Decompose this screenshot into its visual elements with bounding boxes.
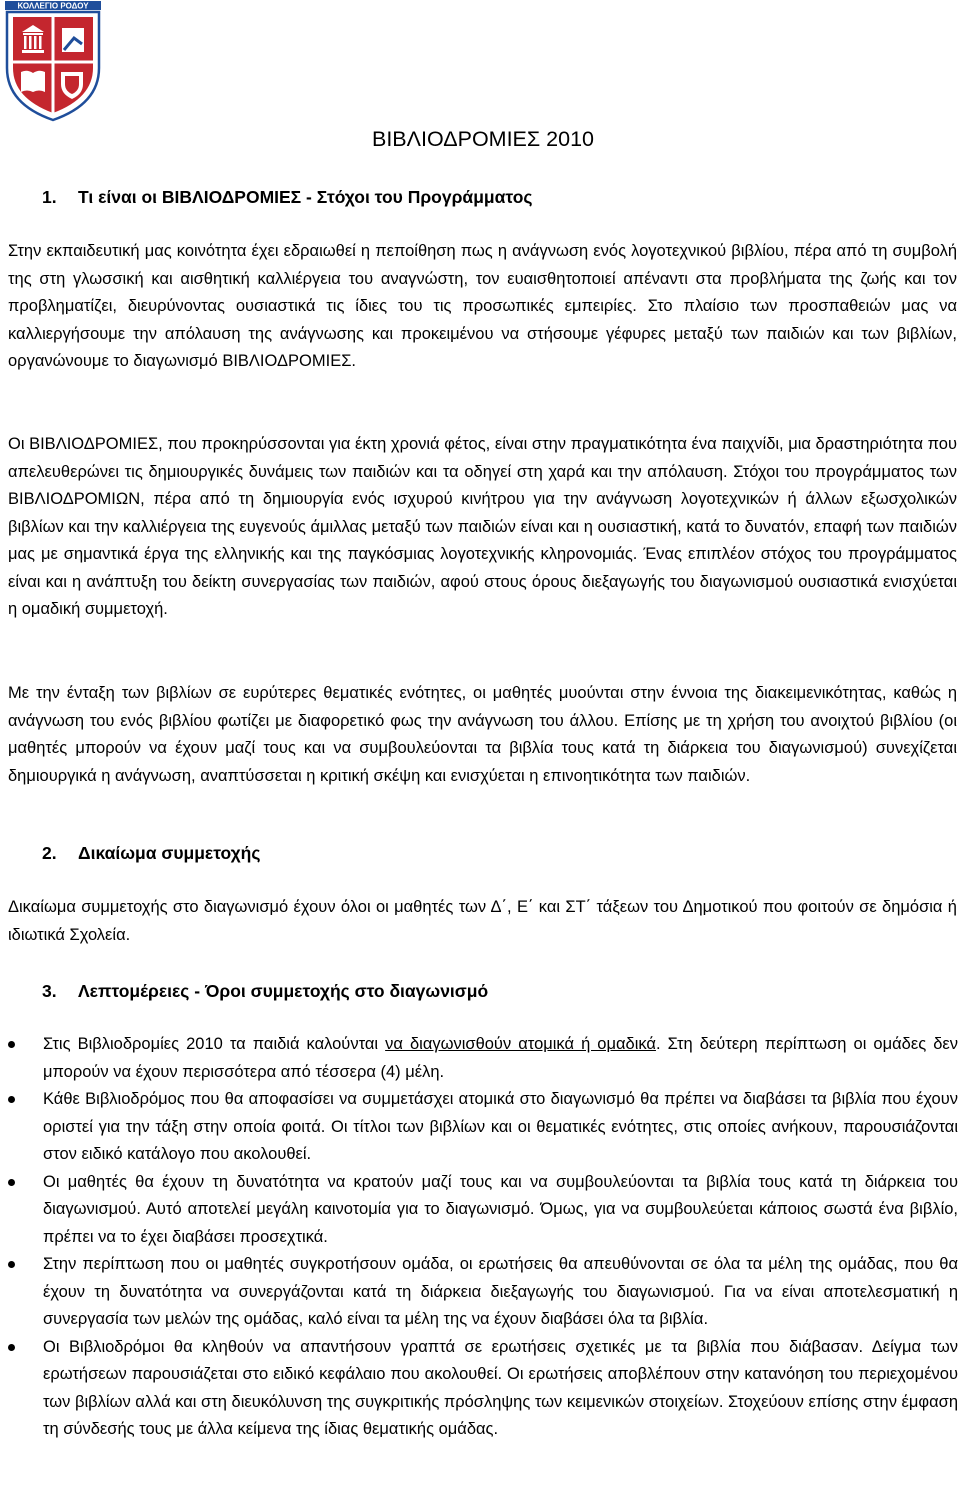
- conditions-list: [0, 1031, 958, 1444]
- list-item: Κάθε Βιβλιοδρόμος που θα αποφασίσει να συμμετάσχει ατομικά στο διαγωνισμό θα πρέπει να διαβάσει τα βιβλία που έχουν οριστεί για την τάξη στην οποία φοιτά. Οι τίτλοι των βιβλίων και οι θεματικές ενότητες, στις οποίες ανήκουν, παρουσιάζονται στον ειδικό κατάλογο που ακολουθεί.: [0, 1086, 958, 1169]
- document-title: ΒΙΒΛΙΟΔΡΟΜΙΕΣ 2010: [371, 127, 594, 151]
- section-1-paragraph-3: Με την ένταξη των βιβλίων σε ευρύτερες θεματικές ενότητες, οι μαθητές μυούνται στην έννοια της διακειμενικότητας, καθώς η ανάγνωση του ενός βιβλίου φωτίζει με διαφορετικό φως την ανάγνωση του άλλου. Επίσης με τη χρήση του ανοιχτού βιβλίου (οι μαθητές μπορούν να έχουν μαζί τους και να συμβουλεύονται τα βιβλία τους κατά τη διάρκεια του διαγωνισμού) συνεχίζεται δημιουργικά η ανάγνωση, αναπτύσσεται η κριτική σκέψη και ενισχύεται η επινοητικότητα των παιδιών.: [8, 684, 957, 785]
- individual-or-team-text: να διαγωνισθούν ατομικά ή ομαδικά: [385, 1035, 656, 1053]
- section-number: 3.: [42, 981, 57, 1001]
- logo-text: ΚΟΛΛΕΓΙΟ ΡΟΔΟΥ: [17, 1, 89, 11]
- list-item: Στην περίπτωση που οι μαθητές συγκροτήσουν ομάδα, οι ερωτήσεις θα απευθύνονται σε όλα τα μέλη της ομάδας, που θα έχουν τη δυνατότητα να συνεργάζονται κατά τη διάρκεια διεξαγωγής του διαγωνισμού. Για να είναι αποτελεσματική η συνεργασία των μελών της ομάδας, καλό είναι τα μέλη της να έχουν διαβάσει όλα τα βιβλία.: [0, 1251, 958, 1334]
- section-1-heading: [42, 185, 532, 209]
- list-item: Οι μαθητές θα έχουν τη δυνατότητα να κρατούν μαζί τους και να συμβουλεύονται τα βιβλία τους κατά τη διάρκεια του διαγωνισμού. Αυτό αποτελεί μεγάλη καινοτομία για το διαγωνισμό. Όμως, για να συμβουλεύεται κάποιος σωστά ένα βιβλίο, πρέπει να το έχει διαβάσει προσεχτικά.: [0, 1169, 958, 1252]
- section-title: Δικαίωμα συμμετοχής: [78, 843, 261, 863]
- section-1-paragraph-2: Οι ΒΙΒΛΙΟΔΡΟΜΙΕΣ, που προκηρύσσονται για έκτη χρονιά φέτος, είναι στην πραγματικότητα ένα παιχνίδι, μια δραστηριότητα που απελευθερώνει τις δημιουργικές δυνάμεις των παιδιών και τα οδηγεί στη χαρά και την απόλαυση. Στόχοι του προγράμματος των ΒΙΒΛΙΟΔΡΟΜΙΩΝ, πέρα από τη δημιουργία ενός ισχυρού κινήτρου για την ανάγνωση λογοτεχνικών ή άλλων εξωσχολικών βιβλίων και την καλλιέργεια της ευγενούς άμιλλας μεταξύ των παιδιών είναι και η ουσιαστική, κατά το δυνατόν, επαφή των παιδιών μας με σημαντικά έργα της ελληνικής και της παγκόσμιας λογοτεχνικής κληρονομιάς. Ένας επιπλέον στόχος του προγράμματος είναι και η ανάπτυξη του δείκτη συνεργασίας των παιδιών, αφού στους όρους διεξαγωγής του διαγωνισμού ουσιαστικά ενισχύεται η ομαδική συμμετοχή.: [8, 435, 957, 618]
- section-title: Λεπτομέρειες - Όροι συμμετοχής στο διαγωνισμό: [78, 981, 489, 1001]
- list-item: Στις Βιβλιοδρομίες 2010 τα παιδιά καλούνται να διαγωνισθούν ατομικά ή ομαδικά. Στη δεύτερη περίπτωση οι ομάδες δεν μπορούν να έχουν περισσότερα από τέσσερα (4) μέλη.: [0, 1031, 958, 1086]
- section-2-paragraph: Δικαίωμα συμμετοχής στο διαγωνισμό έχουν όλοι οι μαθητές των Δ΄, Ε΄ και ΣΤ΄ τάξεων του Δημοτικού που φοιτούν σε δημόσια ή ιδιωτικά Σχολεία.: [8, 898, 957, 944]
- list-item: Οι Βιβλιοδρόμοι θα κληθούν να απαντήσουν γραπτά σε ερωτήσεις σχετικές με τα βιβλία που διάβασαν. Δείγμα των ερωτήσεων παρουσιάζεται στο ειδικό κεφάλαιο που ακολουθεί. Οι ερωτήσεις αποβλέπουν στην κατανόηση του περιεχομένου των βιβλίων αλλά και στη διευκόλυνση της συγκριτικής πρόσληψης των κειμενικών στοιχείων. Στοχεύουν επίσης στην έμφαση τη σύνδεσής τους με άλλα κείμενα της ίδιας θεματικής ομάδας.: [0, 1334, 958, 1444]
- section-3-heading: [42, 979, 488, 1003]
- section-number: 2.: [42, 843, 57, 863]
- section-2-heading: [42, 841, 260, 865]
- section-title: Τι είναι οι ΒΙΒΛΙΟΔΡΟΜΙΕΣ - Στόχοι του Προγράμματος: [78, 187, 533, 207]
- college-logo: [4, 0, 102, 122]
- section-1-paragraph-1: Στην εκπαιδευτική μας κοινότητα έχει εδραιωθεί η πεποίθηση πως η ανάγνωση ενός λογοτεχνικού βιβλίου, πέρα από τη συμβολή της στη γλωσσική και αισθητική καλλιέργεια του αναγνώστη, τον ευαισθητοποιεί απέναντι στα προβλήματα της ζωής και τον προβληματίζει, διευρύνοντας ουσιαστικά τις ίδιες του τις προσωπικές εμπειρίες. Στο πλαίσιο των προσπαθειών μας να καλλιεργήσουμε την απόλαυση της ανάγνωσης και προκειμένου να στήσουμε γέφυρες μεταξύ των παιδιών και των βιβλίων, οργανώνουμε το διαγωνισμό ΒΙΒΛΙΟΔΡΟΜΙΕΣ.: [8, 242, 957, 370]
- section-number: 1.: [42, 187, 57, 207]
